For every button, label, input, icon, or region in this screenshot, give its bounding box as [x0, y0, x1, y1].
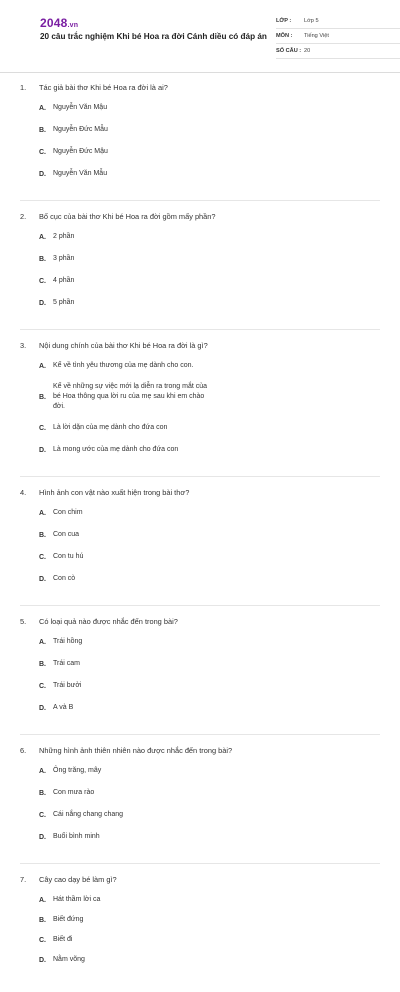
meta-label: SỐ CÂU :: [276, 48, 302, 54]
option-letter: C.: [39, 811, 46, 819]
meta-row-count: [276, 44, 400, 59]
question-5: [20, 614, 380, 735]
answer-option-d[interactable]: [39, 573, 211, 585]
option-text: Kể về những sự việc mới lạ diễn ra trong mắt của bé Hoa thông qua lời ru của mẹ sau khi em chào đời.: [53, 383, 208, 410]
answer-option-a[interactable]: [39, 231, 211, 243]
question-text-row: [20, 80, 380, 94]
option-text: Con chim: [53, 509, 83, 516]
option-text: Biết đứng: [53, 916, 84, 923]
option-letter: B.: [39, 393, 46, 401]
question-text: Nội dung chính của bài thơ Khi bé Hoa ra đời là gì?: [39, 340, 208, 350]
option-letter: A.: [39, 896, 46, 904]
option-letter: C.: [39, 682, 46, 690]
option-letter: B.: [39, 255, 46, 263]
answer-option-d[interactable]: [39, 831, 211, 843]
answer-option-b[interactable]: [39, 787, 211, 799]
question-number: 7.: [20, 874, 27, 884]
option-text: Con tu hú: [53, 553, 84, 560]
option-text: Con cua: [53, 531, 80, 538]
question-2: [20, 209, 380, 330]
answer-options: [20, 507, 380, 595]
option-letter: C.: [39, 553, 46, 561]
question-text: Những hình ảnh thiên nhiên nào được nhắc đến trong bài?: [39, 745, 233, 755]
question-text-row: [20, 872, 380, 886]
answer-option-a[interactable]: [39, 765, 211, 777]
header-divider: [0, 72, 400, 73]
question-4: [20, 485, 380, 606]
option-letter: B.: [39, 916, 46, 924]
question-number: 4.: [20, 487, 27, 497]
question-number: 2.: [20, 211, 27, 221]
option-text: Biết đi: [53, 936, 73, 943]
answer-options: [20, 360, 380, 466]
question-text-row: [20, 209, 380, 223]
option-text: A và B: [53, 704, 74, 711]
option-text: Là lời dặn của mẹ dành cho đứa con: [53, 424, 168, 431]
answer-option-a[interactable]: [39, 102, 211, 114]
answer-options: [20, 102, 380, 190]
option-text: Cái nắng chang chang: [53, 811, 124, 818]
answer-option-b[interactable]: [39, 658, 211, 670]
option-text: Nguyễn Đức Mẫu: [53, 126, 108, 133]
question-7: [20, 872, 380, 984]
option-letter: D.: [39, 170, 46, 178]
meta-value: 20: [304, 48, 311, 54]
question-number: 5.: [20, 616, 27, 626]
question-text: Hình ảnh con vật nào xuất hiện trong bài thơ?: [39, 487, 190, 497]
option-text: Kể về tình yêu thương của mẹ dành cho con.: [53, 362, 194, 369]
answer-options: [20, 636, 380, 724]
option-letter: B.: [39, 660, 46, 668]
question-text: Cây cao dạy bé làm gì?: [39, 874, 117, 884]
option-text: 2 phần: [53, 233, 75, 240]
answer-option-a[interactable]: [39, 360, 211, 372]
option-text: Trái hồng: [53, 638, 83, 645]
option-letter: B.: [39, 531, 46, 539]
answer-option-b[interactable]: [39, 529, 211, 541]
option-text: Con mưa rào: [53, 789, 95, 796]
answer-option-c[interactable]: [39, 680, 211, 692]
answer-option-a[interactable]: [39, 507, 211, 519]
option-letter: D.: [39, 833, 46, 841]
logo-suffix: .vn: [67, 22, 79, 29]
option-text: Hát thầm lời ca: [53, 896, 101, 903]
question-text-row: [20, 614, 380, 628]
answer-options: [20, 231, 380, 319]
option-letter: A.: [39, 509, 46, 517]
option-text: Nguyễn Văn Mậu: [53, 104, 108, 111]
page-title: 20 câu trắc nghiệm Khi bé Hoa ra đời Cánh diều có đáp án: [40, 32, 267, 41]
question-text-row: [20, 338, 380, 352]
question-text: Tác giả bài thơ Khi bé Hoa ra đời là ai?: [39, 82, 168, 92]
option-text: Nằm võng: [53, 956, 85, 963]
answer-option-c[interactable]: [39, 146, 211, 158]
answer-option-b[interactable]: [39, 253, 211, 265]
question-number: 6.: [20, 745, 27, 755]
answer-option-a[interactable]: [39, 894, 211, 906]
meta-label: MÔN :: [276, 33, 293, 39]
answer-option-b[interactable]: [39, 124, 211, 136]
option-text: 4 phần: [53, 277, 75, 284]
answer-option-c[interactable]: [39, 551, 211, 563]
question-number: 1.: [20, 82, 27, 92]
answer-option-a[interactable]: [39, 636, 211, 648]
meta-value: Lớp 5: [304, 18, 319, 24]
option-letter: A.: [39, 233, 46, 241]
option-letter: C.: [39, 277, 46, 285]
answer-option-c[interactable]: [39, 275, 211, 287]
answer-option-d[interactable]: [39, 297, 211, 309]
logo-main: 2048: [40, 16, 68, 30]
answer-option-c[interactable]: [39, 809, 211, 821]
question-6: [20, 743, 380, 864]
option-letter: D.: [39, 704, 46, 712]
option-letter: A.: [39, 767, 46, 775]
option-letter: A.: [39, 104, 46, 112]
meta-value: Tiếng Việt: [304, 33, 329, 39]
option-text: 5 phần: [53, 299, 75, 306]
answer-option-d[interactable]: [39, 444, 211, 456]
question-list: [20, 80, 380, 992]
question-text-row: [20, 743, 380, 757]
option-letter: B.: [39, 126, 46, 134]
answer-option-d[interactable]: [39, 954, 211, 966]
option-text: Trái bưởi: [53, 682, 82, 689]
option-letter: D.: [39, 956, 46, 964]
meta-row-subject: [276, 29, 400, 44]
meta-label: LỚP :: [276, 18, 292, 24]
option-letter: A.: [39, 362, 46, 370]
site-logo[interactable]: [40, 16, 78, 30]
question-number: 3.: [20, 340, 27, 350]
page-header: [20, 0, 380, 68]
question-text-row: [20, 485, 380, 499]
answer-option-c[interactable]: [39, 934, 211, 946]
answer-option-b[interactable]: [39, 382, 211, 412]
option-letter: D.: [39, 446, 46, 454]
meta-row-class: [276, 14, 400, 29]
question-3: [20, 338, 380, 477]
option-text: Nguyễn Văn Mẫu: [53, 170, 108, 177]
answer-option-d[interactable]: [39, 168, 211, 180]
option-text: Trái cam: [53, 660, 80, 667]
question-1: [20, 80, 380, 201]
answer-options: [20, 765, 380, 853]
option-letter: D.: [39, 575, 46, 583]
option-text: Ông trăng, mây: [53, 767, 102, 774]
answer-option-b[interactable]: [39, 914, 211, 926]
option-letter: C.: [39, 148, 46, 156]
option-text: 3 phần: [53, 255, 75, 262]
option-letter: C.: [39, 424, 46, 432]
answer-options: [20, 894, 380, 974]
option-text: Là mong ước của mẹ dành cho đứa con: [53, 446, 179, 453]
meta-table: [276, 14, 400, 59]
option-letter: A.: [39, 638, 46, 646]
option-text: Buổi bình minh: [53, 833, 100, 840]
answer-option-d[interactable]: [39, 702, 211, 714]
option-text: Nguyễn Đức Mậu: [53, 148, 108, 155]
option-letter: D.: [39, 299, 46, 307]
option-letter: C.: [39, 936, 46, 944]
option-letter: B.: [39, 789, 46, 797]
question-text: Bố cục của bài thơ Khi bé Hoa ra đời gồm mấy phần?: [39, 211, 216, 221]
option-text: Con cò: [53, 575, 76, 582]
question-text: Có loại quả nào được nhắc đến trong bài?: [39, 616, 178, 626]
answer-option-c[interactable]: [39, 422, 211, 434]
